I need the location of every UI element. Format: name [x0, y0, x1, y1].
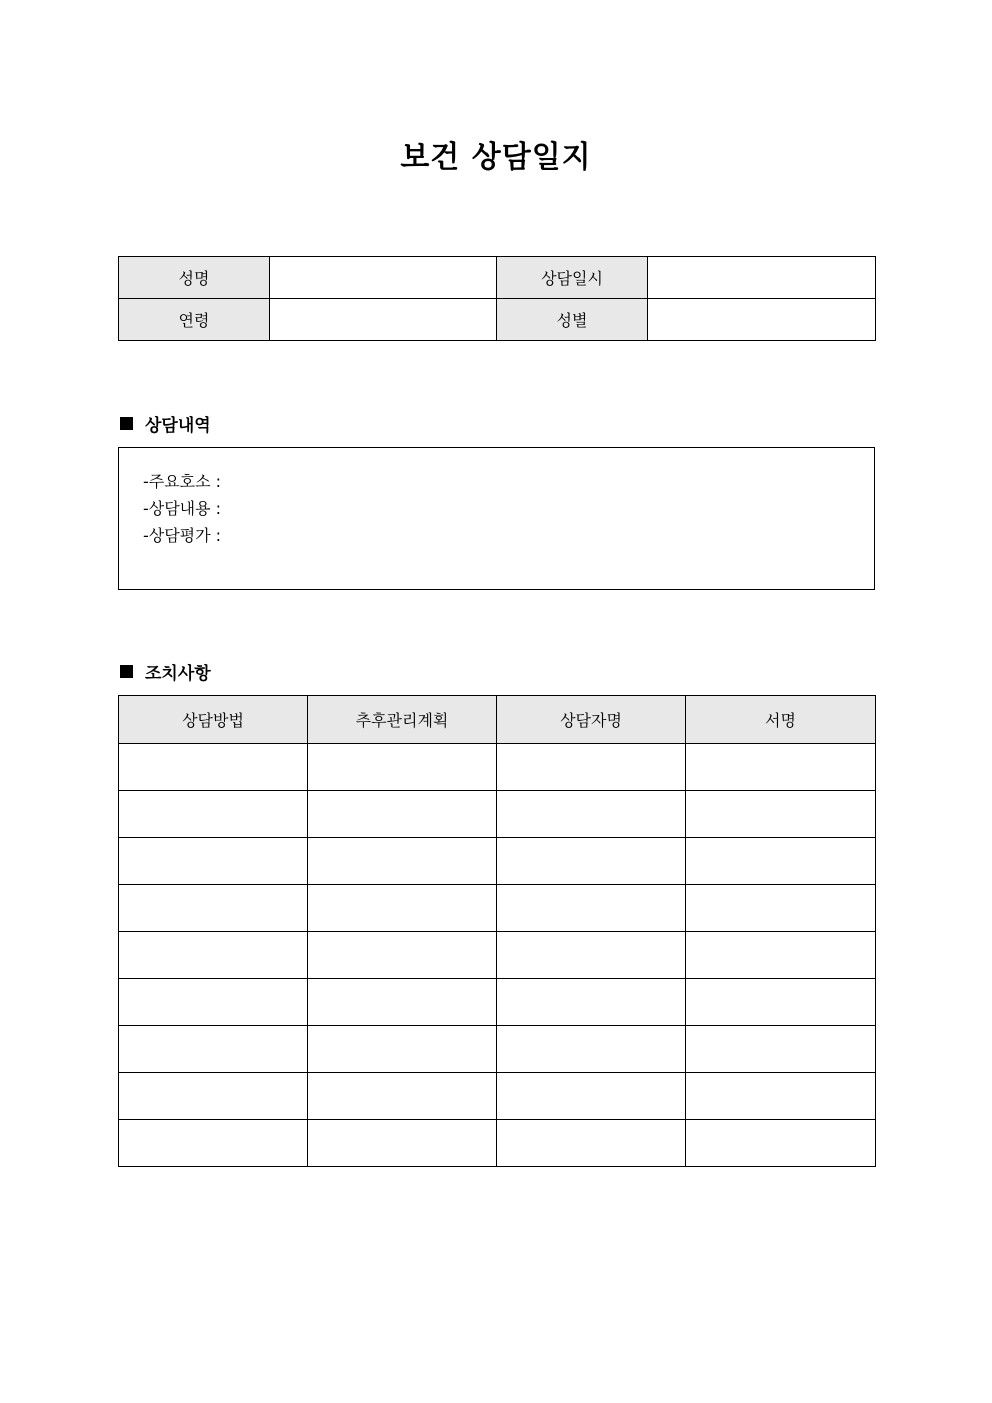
info-table	[118, 256, 876, 341]
table-cell[interactable]	[497, 979, 686, 1026]
table-cell[interactable]	[497, 838, 686, 885]
age-label: 연령	[119, 299, 270, 341]
page-title: 보건 상담일지	[400, 140, 592, 175]
table-cell[interactable]	[308, 838, 497, 885]
table-cell[interactable]	[497, 744, 686, 791]
info-row-2	[119, 299, 876, 341]
name-label: 성명	[119, 257, 270, 299]
table-cell[interactable]	[308, 1120, 497, 1167]
table-cell[interactable]	[119, 791, 308, 838]
chief-complaint-line: -주요호소 :	[143, 472, 222, 491]
counsel-box[interactable]	[118, 447, 875, 590]
table-row	[119, 885, 876, 932]
action-header-row	[119, 696, 876, 744]
table-cell[interactable]	[119, 1026, 308, 1073]
table-cell[interactable]	[308, 885, 497, 932]
table-cell[interactable]	[119, 979, 308, 1026]
age-field[interactable]	[270, 299, 497, 341]
datetime-field[interactable]	[648, 257, 876, 299]
table-cell[interactable]	[308, 979, 497, 1026]
table-cell[interactable]	[497, 791, 686, 838]
table-row	[119, 838, 876, 885]
action-section-heading	[120, 659, 211, 684]
table-cell[interactable]	[686, 885, 876, 932]
table-row	[119, 1073, 876, 1120]
square-bullet-icon	[120, 665, 133, 678]
table-cell[interactable]	[119, 838, 308, 885]
gender-field[interactable]	[648, 299, 876, 341]
table-cell[interactable]	[308, 932, 497, 979]
table-cell[interactable]	[497, 1026, 686, 1073]
table-cell[interactable]	[686, 932, 876, 979]
table-cell[interactable]	[119, 932, 308, 979]
table-cell[interactable]	[497, 885, 686, 932]
table-cell[interactable]	[308, 1073, 497, 1120]
table-row	[119, 932, 876, 979]
table-cell[interactable]	[308, 791, 497, 838]
square-bullet-icon	[120, 417, 133, 430]
table-cell[interactable]	[497, 932, 686, 979]
column-header-method: 상담방법	[119, 696, 308, 744]
table-cell[interactable]	[497, 1120, 686, 1167]
table-cell[interactable]	[686, 1120, 876, 1167]
table-cell[interactable]	[308, 744, 497, 791]
datetime-label: 상담일시	[497, 257, 648, 299]
table-cell[interactable]	[497, 1073, 686, 1120]
table-row	[119, 791, 876, 838]
column-header-followup-plan: 추후관리계획	[308, 696, 497, 744]
table-cell[interactable]	[119, 1073, 308, 1120]
counsel-evaluation-line: -상담평가 :	[143, 526, 222, 545]
action-table	[118, 695, 876, 1167]
counsel-section-heading	[120, 411, 211, 436]
table-cell[interactable]	[686, 744, 876, 791]
column-header-signature: 서명	[686, 696, 876, 744]
table-row	[119, 979, 876, 1026]
info-row-1	[119, 257, 876, 299]
table-cell[interactable]	[686, 979, 876, 1026]
gender-label: 성별	[497, 299, 648, 341]
table-cell[interactable]	[308, 1026, 497, 1073]
table-cell[interactable]	[686, 1073, 876, 1120]
name-field[interactable]	[270, 257, 497, 299]
table-row	[119, 1120, 876, 1167]
counsel-lines	[143, 468, 221, 549]
counsel-content-line: -상담내용 :	[143, 499, 222, 518]
action-heading-text: 조치사항	[145, 664, 211, 684]
table-cell[interactable]	[686, 791, 876, 838]
table-cell[interactable]	[686, 1026, 876, 1073]
table-cell[interactable]	[119, 1120, 308, 1167]
table-row	[119, 1026, 876, 1073]
column-header-counselor: 상담자명	[497, 696, 686, 744]
table-cell[interactable]	[119, 885, 308, 932]
table-cell[interactable]	[119, 744, 308, 791]
table-row	[119, 744, 876, 791]
counsel-heading-text: 상담내역	[145, 416, 211, 436]
table-cell[interactable]	[686, 838, 876, 885]
